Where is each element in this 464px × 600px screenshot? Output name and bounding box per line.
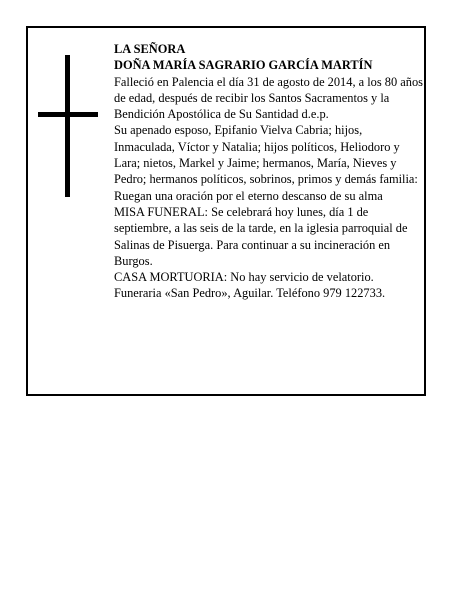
cross-vertical-bar xyxy=(65,55,70,197)
mortuary-line: CASA MORTUORIA: No hay servicio de velatorio. xyxy=(114,270,374,285)
funeral-mass-paragraph: MISA FUNERAL: Se celebrará hoy lunes, día 1 de septiembre, a las seis de la tarde, en la iglesia parroquial de Salinas de Pisuerga. Para continuar a su incineración en Burgos. xyxy=(114,204,408,268)
cross-icon xyxy=(38,55,98,197)
honorific-line: LA SEÑORA xyxy=(114,42,186,56)
funeral-home-line: Funeraria «San Pedro», Aguilar. Teléfono 979 122733. xyxy=(114,286,386,301)
cross-horizontal-bar xyxy=(38,112,98,117)
deceased-name: DOÑA MARÍA SAGRARIO GARCÍA MARTÍN xyxy=(114,58,373,73)
death-paragraph: Falleció en Palencia el día 31 de agosto de 2014, a los 80 años de edad, después de recibir los Santos Sacramentos y la Bendición Apostólica de Su Santidad d.e.p. xyxy=(114,74,423,122)
obituary-notice xyxy=(26,26,426,396)
obituary-text xyxy=(114,41,426,302)
prayer-line: Ruegan una oración por el eterno descanso de su alma xyxy=(114,188,383,203)
family-paragraph: Su apenado esposo, Epifanio Vielva Cabria; hijos, Inmaculada, Víctor y Natalia; hijos políticos, Heliodoro y Lara; nietos, Markel y Jaime; hermanos, María, Nieves y Pedro; hermanos políticos, sobrinos, primos y demás familia: xyxy=(114,123,418,187)
